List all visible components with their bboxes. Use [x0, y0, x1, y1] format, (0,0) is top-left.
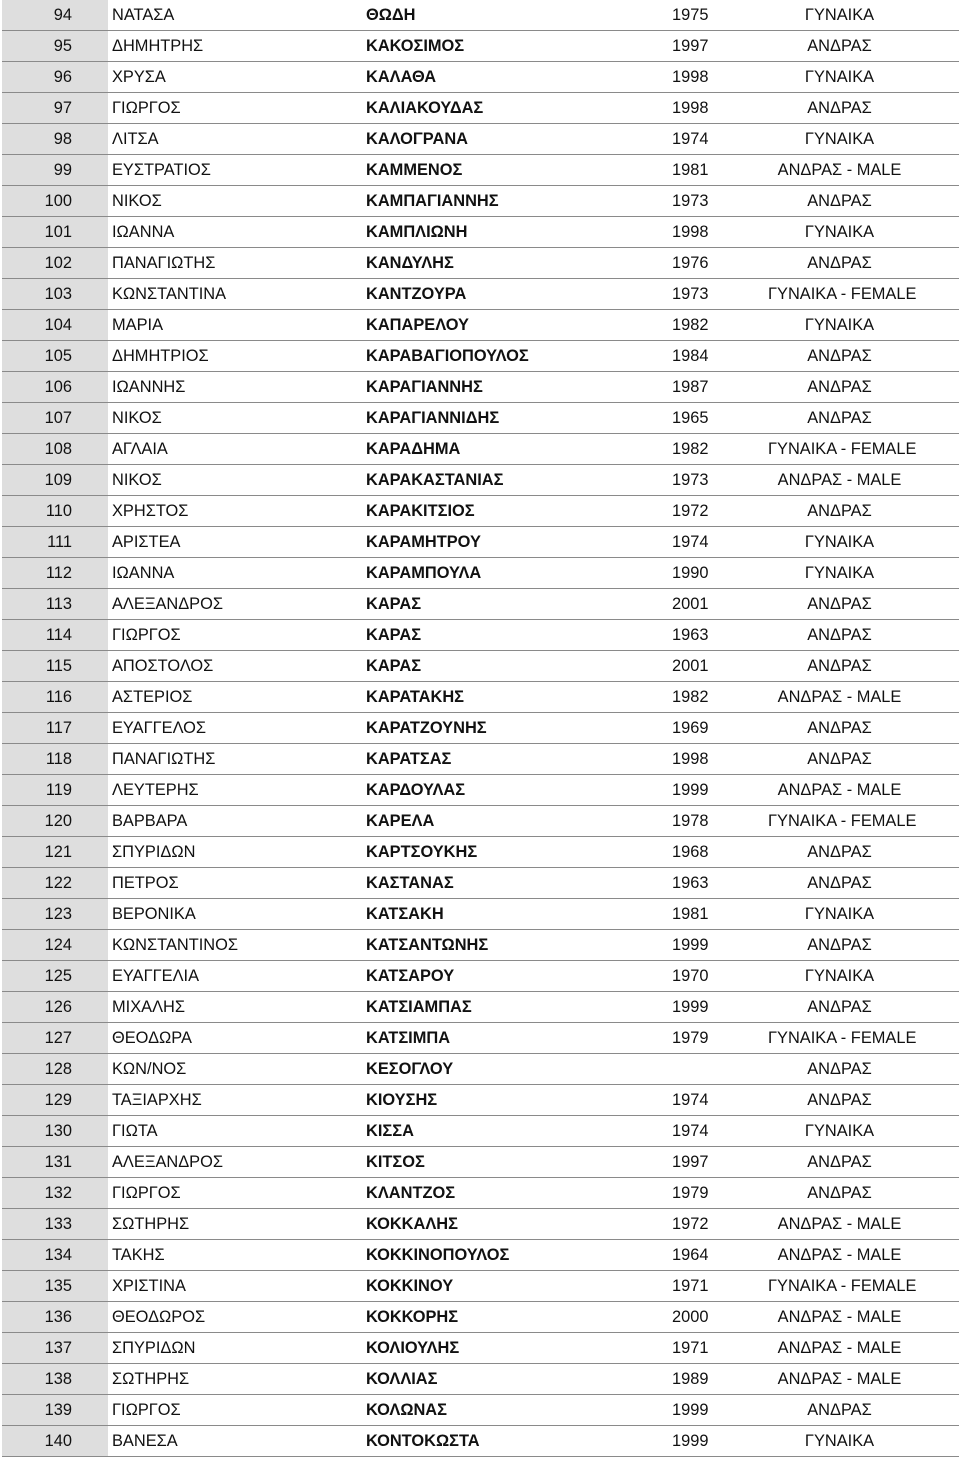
birth-year-cell: 1998	[668, 62, 768, 93]
gender-cell: ΑΝΔΡΑΣ - MALE	[768, 465, 959, 496]
table-row	[2, 186, 959, 217]
first-name-cell: ΠΑΝΑΓΙΩΤΗΣ	[108, 744, 366, 775]
first-name-cell: ΓΙΩΤΑ	[108, 1116, 366, 1147]
first-name-cell: ΝΙΚΟΣ	[108, 403, 366, 434]
table-row	[2, 1302, 959, 1333]
birth-year-cell: 2001	[668, 589, 768, 620]
row-number-cell: 132	[2, 1178, 108, 1209]
birth-year-cell: 1973	[668, 465, 768, 496]
row-number-cell: 98	[2, 124, 108, 155]
table-row	[2, 744, 959, 775]
table-row	[2, 651, 959, 682]
table-row	[2, 496, 959, 527]
last-name-cell: ΚΟΝΤΟΚΩΣΤΑ	[366, 1426, 668, 1457]
row-number-cell: 110	[2, 496, 108, 527]
first-name-cell: ΕΥΑΓΓΕΛΙΑ	[108, 961, 366, 992]
gender-cell: ΓΥΝΑΙΚΑ - FEMALE	[768, 1023, 959, 1054]
last-name-cell: ΚΟΛΩΝΑΣ	[366, 1395, 668, 1426]
table-row	[2, 1023, 959, 1054]
row-number-cell: 140	[2, 1426, 108, 1457]
table-row	[2, 124, 959, 155]
first-name-cell: ΜΑΡΙΑ	[108, 310, 366, 341]
table-row	[2, 1333, 959, 1364]
gender-cell: ΓΥΝΑΙΚΑ - FEMALE	[768, 279, 959, 310]
gender-cell: ΑΝΔΡΑΣ	[768, 713, 959, 744]
gender-cell: ΓΥΝΑΙΚΑ - FEMALE	[768, 806, 959, 837]
first-name-cell: ΝΙΚΟΣ	[108, 186, 366, 217]
row-number-cell: 97	[2, 93, 108, 124]
table-row	[2, 682, 959, 713]
last-name-cell: ΚΑΡΑΤΖΟΥΝΗΣ	[366, 713, 668, 744]
row-number-cell: 99	[2, 155, 108, 186]
table-row	[2, 1116, 959, 1147]
birth-year-cell: 1971	[668, 1271, 768, 1302]
table-row	[2, 961, 959, 992]
birth-year-cell: 1982	[668, 310, 768, 341]
first-name-cell: ΠΑΝΑΓΙΩΤΗΣ	[108, 248, 366, 279]
birth-year-cell: 1981	[668, 899, 768, 930]
gender-cell: ΓΥΝΑΙΚΑ	[768, 217, 959, 248]
table-row	[2, 992, 959, 1023]
table-row	[2, 1364, 959, 1395]
row-number-cell: 135	[2, 1271, 108, 1302]
first-name-cell: ΒΕΡΟΝΙΚΑ	[108, 899, 366, 930]
table-row	[2, 279, 959, 310]
row-number-cell: 134	[2, 1240, 108, 1271]
first-name-cell: ΑΛΕΞΑΝΔΡΟΣ	[108, 1147, 366, 1178]
first-name-cell: ΤΑΞΙΑΡΧΗΣ	[108, 1085, 366, 1116]
row-number-cell: 138	[2, 1364, 108, 1395]
last-name-cell: ΚΑΛΟΓΡΑΝΑ	[366, 124, 668, 155]
table-row	[2, 62, 959, 93]
birth-year-cell: 1982	[668, 682, 768, 713]
table-row	[2, 0, 959, 31]
birth-year-cell: 1984	[668, 341, 768, 372]
table-row	[2, 1209, 959, 1240]
last-name-cell: ΚΟΚΚΑΛΗΣ	[366, 1209, 668, 1240]
last-name-cell: ΚΑΤΣΙΑΜΠΑΣ	[366, 992, 668, 1023]
gender-cell: ΑΝΔΡΑΣ	[768, 1395, 959, 1426]
first-name-cell: ΙΩΑΝΝΗΣ	[108, 372, 366, 403]
gender-cell: ΑΝΔΡΑΣ	[768, 1054, 959, 1085]
gender-cell: ΑΝΔΡΑΣ - MALE	[768, 1240, 959, 1271]
first-name-cell: ΚΩΝ/ΝΟΣ	[108, 1054, 366, 1085]
table-row	[2, 1178, 959, 1209]
gender-cell: ΓΥΝΑΙΚΑ	[768, 1116, 959, 1147]
gender-cell: ΑΝΔΡΑΣ - MALE	[768, 1302, 959, 1333]
birth-year-cell: 1990	[668, 558, 768, 589]
first-name-cell: ΓΙΩΡΓΟΣ	[108, 93, 366, 124]
row-number-cell: 131	[2, 1147, 108, 1178]
last-name-cell: ΚΟΚΚΟΡΗΣ	[366, 1302, 668, 1333]
first-name-cell: ΕΥΣΤΡΑΤΙΟΣ	[108, 155, 366, 186]
birth-year-cell: 1974	[668, 527, 768, 558]
table-row	[2, 713, 959, 744]
row-number-cell: 108	[2, 434, 108, 465]
last-name-cell: ΚΑΡΕΛΑ	[366, 806, 668, 837]
first-name-cell: ΠΕΤΡΟΣ	[108, 868, 366, 899]
gender-cell: ΑΝΔΡΑΣ	[768, 372, 959, 403]
gender-cell: ΑΝΔΡΑΣ	[768, 1085, 959, 1116]
first-name-cell: ΑΣΤΕΡΙΟΣ	[108, 682, 366, 713]
last-name-cell: ΚΑΡΑΓΙΑΝΝΗΣ	[366, 372, 668, 403]
birth-year-cell: 1999	[668, 1395, 768, 1426]
row-number-cell: 106	[2, 372, 108, 403]
last-name-cell: ΚΕΣΟΓΛΟΥ	[366, 1054, 668, 1085]
gender-cell: ΓΥΝΑΙΚΑ	[768, 558, 959, 589]
first-name-cell: ΣΩΤΗΡΗΣ	[108, 1209, 366, 1240]
row-number-cell: 102	[2, 248, 108, 279]
first-name-cell: ΙΩΑΝΝΑ	[108, 558, 366, 589]
gender-cell: ΑΝΔΡΑΣ	[768, 1147, 959, 1178]
last-name-cell: ΚΑΠΑΡΕΛΟΥ	[366, 310, 668, 341]
row-number-cell: 100	[2, 186, 108, 217]
gender-cell: ΑΝΔΡΑΣ	[768, 186, 959, 217]
birth-year-cell: 1976	[668, 248, 768, 279]
first-name-cell: ΔΗΜΗΤΡΗΣ	[108, 31, 366, 62]
birth-year-cell: 1973	[668, 279, 768, 310]
table-row	[2, 775, 959, 806]
birth-year-cell: 1997	[668, 31, 768, 62]
last-name-cell: ΚΑΡΑΒΑΓΙΟΠΟΥΛΟΣ	[366, 341, 668, 372]
row-number-cell: 139	[2, 1395, 108, 1426]
last-name-cell: ΚΙΤΣΟΣ	[366, 1147, 668, 1178]
last-name-cell: ΚΑΣΤΑΝΑΣ	[366, 868, 668, 899]
last-name-cell: ΚΑΜΠΑΓΙΑΝΝΗΣ	[366, 186, 668, 217]
table-row	[2, 899, 959, 930]
gender-cell: ΓΥΝΑΙΚΑ	[768, 0, 959, 31]
gender-cell: ΑΝΔΡΑΣ - MALE	[768, 1333, 959, 1364]
first-name-cell: ΓΙΩΡΓΟΣ	[108, 1178, 366, 1209]
last-name-cell: ΚΙΣΣΑ	[366, 1116, 668, 1147]
row-number-cell: 127	[2, 1023, 108, 1054]
first-name-cell: ΒΑΡΒΑΡΑ	[108, 806, 366, 837]
birth-year-cell: 1971	[668, 1333, 768, 1364]
last-name-cell: ΚΑΡΑΣ	[366, 651, 668, 682]
birth-year-cell: 1998	[668, 217, 768, 248]
birth-year-cell: 1979	[668, 1178, 768, 1209]
last-name-cell: ΚΑΡΑΓΙΑΝΝΙΔΗΣ	[366, 403, 668, 434]
row-number-cell: 136	[2, 1302, 108, 1333]
table-row	[2, 93, 959, 124]
row-number-cell: 107	[2, 403, 108, 434]
first-name-cell: ΚΩΝΣΤΑΝΤΙΝΑ	[108, 279, 366, 310]
last-name-cell: ΚΑΡΑΚΑΣΤΑΝΙΑΣ	[366, 465, 668, 496]
last-name-cell: ΚΟΚΚΙΝΟΥ	[366, 1271, 668, 1302]
gender-cell: ΑΝΔΡΑΣ	[768, 341, 959, 372]
birth-year-cell: 1969	[668, 713, 768, 744]
gender-cell: ΑΝΔΡΑΣ	[768, 93, 959, 124]
first-name-cell: ΑΛΕΞΑΝΔΡΟΣ	[108, 589, 366, 620]
table-row	[2, 1147, 959, 1178]
birth-year-cell: 1978	[668, 806, 768, 837]
table-row	[2, 434, 959, 465]
birth-year-cell: 1974	[668, 1085, 768, 1116]
table-row	[2, 837, 959, 868]
last-name-cell: ΚΑΛΑΘΑ	[366, 62, 668, 93]
table-row	[2, 558, 959, 589]
row-number-cell: 113	[2, 589, 108, 620]
row-number-cell: 129	[2, 1085, 108, 1116]
row-number-cell: 105	[2, 341, 108, 372]
gender-cell: ΑΝΔΡΑΣ	[768, 651, 959, 682]
first-name-cell: ΑΠΟΣΤΟΛΟΣ	[108, 651, 366, 682]
table-row	[2, 310, 959, 341]
table-row	[2, 217, 959, 248]
table-row	[2, 372, 959, 403]
gender-cell: ΑΝΔΡΑΣ	[768, 403, 959, 434]
row-number-cell: 101	[2, 217, 108, 248]
row-number-cell: 130	[2, 1116, 108, 1147]
gender-cell: ΑΝΔΡΑΣ	[768, 248, 959, 279]
first-name-cell: ΧΡΙΣΤΙΝΑ	[108, 1271, 366, 1302]
birth-year-cell: 1982	[668, 434, 768, 465]
row-number-cell: 126	[2, 992, 108, 1023]
birth-year-cell: 1979	[668, 1023, 768, 1054]
gender-cell: ΑΝΔΡΑΣ	[768, 496, 959, 527]
last-name-cell: ΚΛΑΝΤΖΟΣ	[366, 1178, 668, 1209]
table-row	[2, 1271, 959, 1302]
first-name-cell: ΓΙΩΡΓΟΣ	[108, 1395, 366, 1426]
gender-cell: ΓΥΝΑΙΚΑ	[768, 62, 959, 93]
last-name-cell: ΚΑΡΑΜΠΟΥΛΑ	[366, 558, 668, 589]
last-name-cell: ΚΑΤΣΙΜΠΑ	[366, 1023, 668, 1054]
first-name-cell: ΣΠΥΡΙΔΩΝ	[108, 1333, 366, 1364]
birth-year-cell: 1968	[668, 837, 768, 868]
row-number-cell: 114	[2, 620, 108, 651]
last-name-cell: ΚΑΡΑΚΙΤΣΙΟΣ	[366, 496, 668, 527]
row-number-cell: 94	[2, 0, 108, 31]
first-name-cell: ΝΙΚΟΣ	[108, 465, 366, 496]
first-name-cell: ΘΕΟΔΩΡΟΣ	[108, 1302, 366, 1333]
first-name-cell: ΛΕΥΤΕΡΗΣ	[108, 775, 366, 806]
table-row	[2, 589, 959, 620]
table-row	[2, 248, 959, 279]
row-number-cell: 118	[2, 744, 108, 775]
table-row	[2, 31, 959, 62]
row-number-cell: 104	[2, 310, 108, 341]
first-name-cell: ΤΑΚΗΣ	[108, 1240, 366, 1271]
gender-cell: ΑΝΔΡΑΣ	[768, 31, 959, 62]
gender-cell: ΑΝΔΡΑΣ	[768, 930, 959, 961]
birth-year-cell: 1964	[668, 1240, 768, 1271]
birth-year-cell	[668, 1054, 768, 1085]
row-number-cell: 122	[2, 868, 108, 899]
first-name-cell: ΔΗΜΗΤΡΙΟΣ	[108, 341, 366, 372]
gender-cell: ΓΥΝΑΙΚΑ	[768, 527, 959, 558]
table-row	[2, 155, 959, 186]
gender-cell: ΑΝΔΡΑΣ	[768, 837, 959, 868]
last-name-cell: ΚΙΟΥΣΗΣ	[366, 1085, 668, 1116]
last-name-cell: ΚΑΤΣΑΝΤΩΝΗΣ	[366, 930, 668, 961]
row-number-cell: 103	[2, 279, 108, 310]
first-name-cell: ΣΩΤΗΡΗΣ	[108, 1364, 366, 1395]
first-name-cell: ΑΓΛΑΙΑ	[108, 434, 366, 465]
gender-cell: ΓΥΝΑΙΚΑ	[768, 124, 959, 155]
row-number-cell: 128	[2, 1054, 108, 1085]
row-number-cell: 124	[2, 930, 108, 961]
gender-cell: ΓΥΝΑΙΚΑ	[768, 1426, 959, 1457]
table-row	[2, 1240, 959, 1271]
row-number-cell: 125	[2, 961, 108, 992]
birth-year-cell: 1999	[668, 930, 768, 961]
gender-cell: ΑΝΔΡΑΣ - MALE	[768, 1364, 959, 1395]
table-row	[2, 1395, 959, 1426]
participants-table	[2, 0, 959, 1457]
last-name-cell: ΚΑΝΤΖΟΥΡΑ	[366, 279, 668, 310]
last-name-cell: ΚΑΡΑΤΣΑΣ	[366, 744, 668, 775]
table-row	[2, 1426, 959, 1457]
row-number-cell: 111	[2, 527, 108, 558]
last-name-cell: ΚΟΚΚΙΝΟΠΟΥΛΟΣ	[366, 1240, 668, 1271]
birth-year-cell: 1972	[668, 496, 768, 527]
table-body	[2, 0, 959, 1457]
birth-year-cell: 2001	[668, 651, 768, 682]
first-name-cell: ΘΕΟΔΩΡΑ	[108, 1023, 366, 1054]
birth-year-cell: 1998	[668, 744, 768, 775]
first-name-cell: ΧΡΗΣΤΟΣ	[108, 496, 366, 527]
gender-cell: ΑΝΔΡΑΣ - MALE	[768, 155, 959, 186]
first-name-cell: ΝΑΤΑΣΑ	[108, 0, 366, 31]
birth-year-cell: 1963	[668, 620, 768, 651]
table-row	[2, 1085, 959, 1116]
birth-year-cell: 2000	[668, 1302, 768, 1333]
gender-cell: ΑΝΔΡΑΣ	[768, 992, 959, 1023]
first-name-cell: ΚΩΝΣΤΑΝΤΙΝΟΣ	[108, 930, 366, 961]
last-name-cell: ΚΑΜΠΛΙΩΝΗ	[366, 217, 668, 248]
last-name-cell: ΚΑΡΑΔΗΜΑ	[366, 434, 668, 465]
birth-year-cell: 1997	[668, 1147, 768, 1178]
last-name-cell: ΚΑΝΔΥΛΗΣ	[366, 248, 668, 279]
table-row	[2, 620, 959, 651]
birth-year-cell: 1970	[668, 961, 768, 992]
last-name-cell: ΘΩΔΗ	[366, 0, 668, 31]
last-name-cell: ΚΑΛΙΑΚΟΥΔΑΣ	[366, 93, 668, 124]
row-number-cell: 123	[2, 899, 108, 930]
birth-year-cell: 1987	[668, 372, 768, 403]
birth-year-cell: 1999	[668, 992, 768, 1023]
last-name-cell: ΚΑΤΣΑΡΟΥ	[366, 961, 668, 992]
last-name-cell: ΚΑΡΑΣ	[366, 589, 668, 620]
birth-year-cell: 1963	[668, 868, 768, 899]
birth-year-cell: 1974	[668, 124, 768, 155]
last-name-cell: ΚΑΜΜΕΝΟΣ	[366, 155, 668, 186]
row-number-cell: 95	[2, 31, 108, 62]
last-name-cell: ΚΑΡΑΣ	[366, 620, 668, 651]
table-row	[2, 527, 959, 558]
gender-cell: ΓΥΝΑΙΚΑ - FEMALE	[768, 1271, 959, 1302]
first-name-cell: ΙΩΑΝΝΑ	[108, 217, 366, 248]
row-number-cell: 121	[2, 837, 108, 868]
birth-year-cell: 1972	[668, 1209, 768, 1240]
gender-cell: ΓΥΝΑΙΚΑ - FEMALE	[768, 434, 959, 465]
table-row	[2, 403, 959, 434]
table-row	[2, 868, 959, 899]
last-name-cell: ΚΟΛΛΙΑΣ	[366, 1364, 668, 1395]
table-row	[2, 465, 959, 496]
birth-year-cell: 1965	[668, 403, 768, 434]
first-name-cell: ΧΡΥΣΑ	[108, 62, 366, 93]
first-name-cell: ΕΥΑΓΓΕΛΟΣ	[108, 713, 366, 744]
last-name-cell: ΚΑΤΣΑΚΗ	[366, 899, 668, 930]
table-row	[2, 341, 959, 372]
row-number-cell: 116	[2, 682, 108, 713]
first-name-cell: ΣΠΥΡΙΔΩΝ	[108, 837, 366, 868]
first-name-cell: ΑΡΙΣΤΕΑ	[108, 527, 366, 558]
row-number-cell: 120	[2, 806, 108, 837]
birth-year-cell: 1989	[668, 1364, 768, 1395]
gender-cell: ΓΥΝΑΙΚΑ	[768, 310, 959, 341]
gender-cell: ΑΝΔΡΑΣ - MALE	[768, 682, 959, 713]
table-row	[2, 930, 959, 961]
last-name-cell: ΚΑΡΔΟΥΛΑΣ	[366, 775, 668, 806]
row-number-cell: 133	[2, 1209, 108, 1240]
gender-cell: ΑΝΔΡΑΣ - MALE	[768, 775, 959, 806]
gender-cell: ΓΥΝΑΙΚΑ	[768, 899, 959, 930]
first-name-cell: ΛΙΤΣΑ	[108, 124, 366, 155]
table-row	[2, 1054, 959, 1085]
birth-year-cell: 1999	[668, 775, 768, 806]
birth-year-cell: 1999	[668, 1426, 768, 1457]
birth-year-cell: 1973	[668, 186, 768, 217]
gender-cell: ΑΝΔΡΑΣ	[768, 589, 959, 620]
row-number-cell: 117	[2, 713, 108, 744]
gender-cell: ΑΝΔΡΑΣ	[768, 1178, 959, 1209]
row-number-cell: 112	[2, 558, 108, 589]
gender-cell: ΑΝΔΡΑΣ	[768, 744, 959, 775]
row-number-cell: 109	[2, 465, 108, 496]
first-name-cell: ΒΑΝΕΣΑ	[108, 1426, 366, 1457]
last-name-cell: ΚΑΚΟΣΙΜΟΣ	[366, 31, 668, 62]
row-number-cell: 137	[2, 1333, 108, 1364]
birth-year-cell: 1998	[668, 93, 768, 124]
birth-year-cell: 1981	[668, 155, 768, 186]
gender-cell: ΑΝΔΡΑΣ - MALE	[768, 1209, 959, 1240]
birth-year-cell: 1974	[668, 1116, 768, 1147]
gender-cell: ΑΝΔΡΑΣ	[768, 868, 959, 899]
gender-cell: ΑΝΔΡΑΣ	[768, 620, 959, 651]
row-number-cell: 119	[2, 775, 108, 806]
row-number-cell: 96	[2, 62, 108, 93]
last-name-cell: ΚΟΛΙΟΥΛΗΣ	[366, 1333, 668, 1364]
row-number-cell: 115	[2, 651, 108, 682]
last-name-cell: ΚΑΡΑΜΗΤΡΟΥ	[366, 527, 668, 558]
first-name-cell: ΜΙΧΑΛΗΣ	[108, 992, 366, 1023]
gender-cell: ΓΥΝΑΙΚΑ	[768, 961, 959, 992]
last-name-cell: ΚΑΡΤΣΟΥΚΗΣ	[366, 837, 668, 868]
first-name-cell: ΓΙΩΡΓΟΣ	[108, 620, 366, 651]
last-name-cell: ΚΑΡΑΤΑΚΗΣ	[366, 682, 668, 713]
birth-year-cell: 1975	[668, 0, 768, 31]
table-row	[2, 806, 959, 837]
